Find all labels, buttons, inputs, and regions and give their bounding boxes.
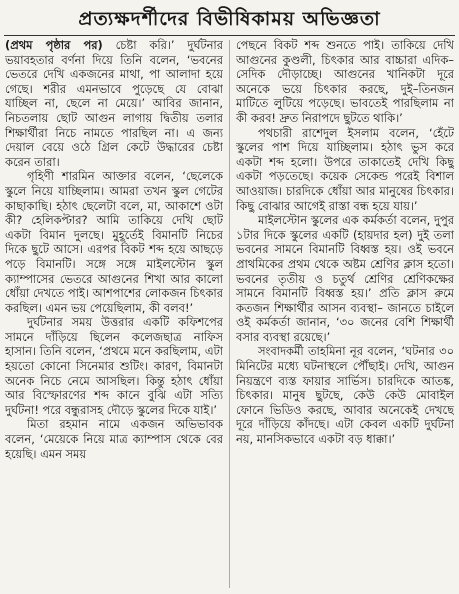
headline: প্রত্যক্ষদর্শীদের বিভীষিকাময় অভিজ্ঞতা <box>78 8 381 30</box>
paragraph: পথচারী রাশেদুল ইসলাম বলেন, ‘হেঁটে স্কুলের পাশ দিয়ে যাচ্ছিলাম। হঠাৎ ভুস করে একটা শব্দ হলো। উপরে তাকাতেই দেখি কিছু একটা পড়তেছে। কয়েক সেকেন্ড পরেই বিশাল আওয়াজ। চারদিকে ধোঁয়া আর মানুষের চিৎকার। কিছু বোঝার আগেই রাস্তা বন্ধ হয়ে যায়।’ <box>236 125 454 213</box>
paragraph-text: চেষ্টা করি।’ দুর্ঘটনার ভয়াবহতার বর্ণনা দিয়ে তিনি বলেন, ‘ভবনের ভেতরে দেখি একজনের মাথা, পা আলাদা হয়ে গেছে। শরীর এমনভাবে পুড়েছে যে বোঝা যাচ্ছিল না, ছেলে না মেয়ে।’ আবির জানান, নিচতলায় ছোট আগুন লাগায় দ্বিতীয় তলার শিক্ষার্থীরা নিচে নামতে পারছিল না। এ জন্য দেয়াল বেয়ে ওঠে গ্রিল কেটে উদ্ধারের চেষ্টা করেন তারা। <box>5 38 223 169</box>
continued-label: (প্রথম পৃষ্ঠার পর) <box>5 38 103 52</box>
column-divider <box>229 40 230 588</box>
paragraph: দুর্ঘটনার সময় উত্তরার একটি কফিশপের সামনে দাঁড়িয়ে ছিলেন কলেজছাত্র নাফিস হাসান। তিনি বলেন, ‘প্রথমে মনে করছিলাম, এটা হয়তো কোনো সিনেমার শুটিং। কারণ, বিমানটা অনেক নিচে নেমে আসছিল। কিন্তু হঠাৎ ধোঁয়া আর বিস্ফোরণের শব্দ কানে বুঝি এটা সত্যি দুর্ঘটনা! পরে বন্ধুরাসহ দৌড়ে স্কুলের দিকে যাই।’ <box>5 315 223 417</box>
paragraph: গৃহিণী শারমিন আক্তার বলেন, ‘ছেলেকে স্কুলে নিয়ে যাচ্ছিলাম। আমরা তখন স্কুল গেটের কাছাকাছি। হঠাৎ ছেলেটা বলে, মা, আকাশে ওটা কী? হেলিকপ্টার? আমি তাকিয়ে দেখি ছোট একটা বিমান দুলছে। মুহূর্তেই বিমানটি নিচের দিকে ছুটে আসে। এরপর বিকট শব্দ হয়ে আছড়ে পড়ে বিমানটি। সঙ্গে সঙ্গে মাইলস্টোন স্কুল ক্যাম্পাসের ভেতরে আগুনের শিখা আর কালো ধোঁয়া দেখতে পাই। আশপাশের লোকজন চিৎকার করছিল। এমন ভয় পেয়েছিলাম, কী বলব!’ <box>5 169 223 315</box>
headline-rule <box>4 35 455 36</box>
paragraph: মিতা রহমান নামে একজন অভিভাবক বলেন, ‘মেয়েকে নিয়ে মাত্র ক্যাম্পাস থেকে বের হয়েছি। এমন সময় <box>5 417 223 461</box>
right-column <box>236 38 454 591</box>
paragraph: সংবাদকর্মী তাহমিনা নূর বলেন, ‘ঘটনার ৩০ মিনিটের মধ্যে ঘটনাস্থলে পৌঁছাই। দেখি, আগুন নিয়ন্ত্রণে ব্যস্ত ফায়ার সার্ভিস। চারদিকে আতঙ্ক, চিৎকার। মানুষ ছুটছে, কেউ কেউ মোবাইল ফোনে ভিডিও করছে, আবার অনেকেই দেখছে দূরে দাঁড়িয়ে কাঁদছে। এটা কেবল একটি দুর্ঘটনা নয়, মানসিকভাবে একটা বড় ধাক্কা।’ <box>236 344 454 447</box>
paragraph: মাইলস্টোন স্কুলের এক কর্মকর্তা বলেন, দুপুর ১টার দিকে স্কুলের একটি (হায়দার হল) দুই তলা ভবনের সামনে বিমানটি বিধ্বস্ত হয়। ওই ভবনে প্রাথমিকের প্রথম থেকে অষ্টম শ্রেণির ক্লাস হতো। ভবনের তৃতীয় ও চতুর্থ শ্রেণির শ্রেণিকক্ষের সামনে বিমানটি বিধ্বস্ত হয়।’ প্রতি ক্লাস রুমে কতজন শিক্ষার্থীর আসন ব্যবস্থা– জানতে চাইলে ওই কর্মকর্তা জানান, ‘৩০ জনের বেশি শিক্ষার্থী বসার ব্যবস্থা রয়েছে।’ <box>236 213 454 344</box>
left-column <box>5 38 223 591</box>
paragraph <box>5 38 223 169</box>
paragraph: পেছনে বিকট শব্দ শুনতে পাই। তাকিয়ে দেখি আগুনের কুণ্ডলী, চিৎকার আর বাচ্চারা এদিক–সেদিক দৌড়াচ্ছে। আগুনের খানিকটা দূরে অনেকে ভয়ে চিৎকার করছে, দুই–তিনজন মাটিতে লুটিয়ে পড়েছে। ভাবতেই পারছিলাম না কী করব! দ্রুত নিরাপদে ছুটতে থাকি।’ <box>236 38 454 125</box>
